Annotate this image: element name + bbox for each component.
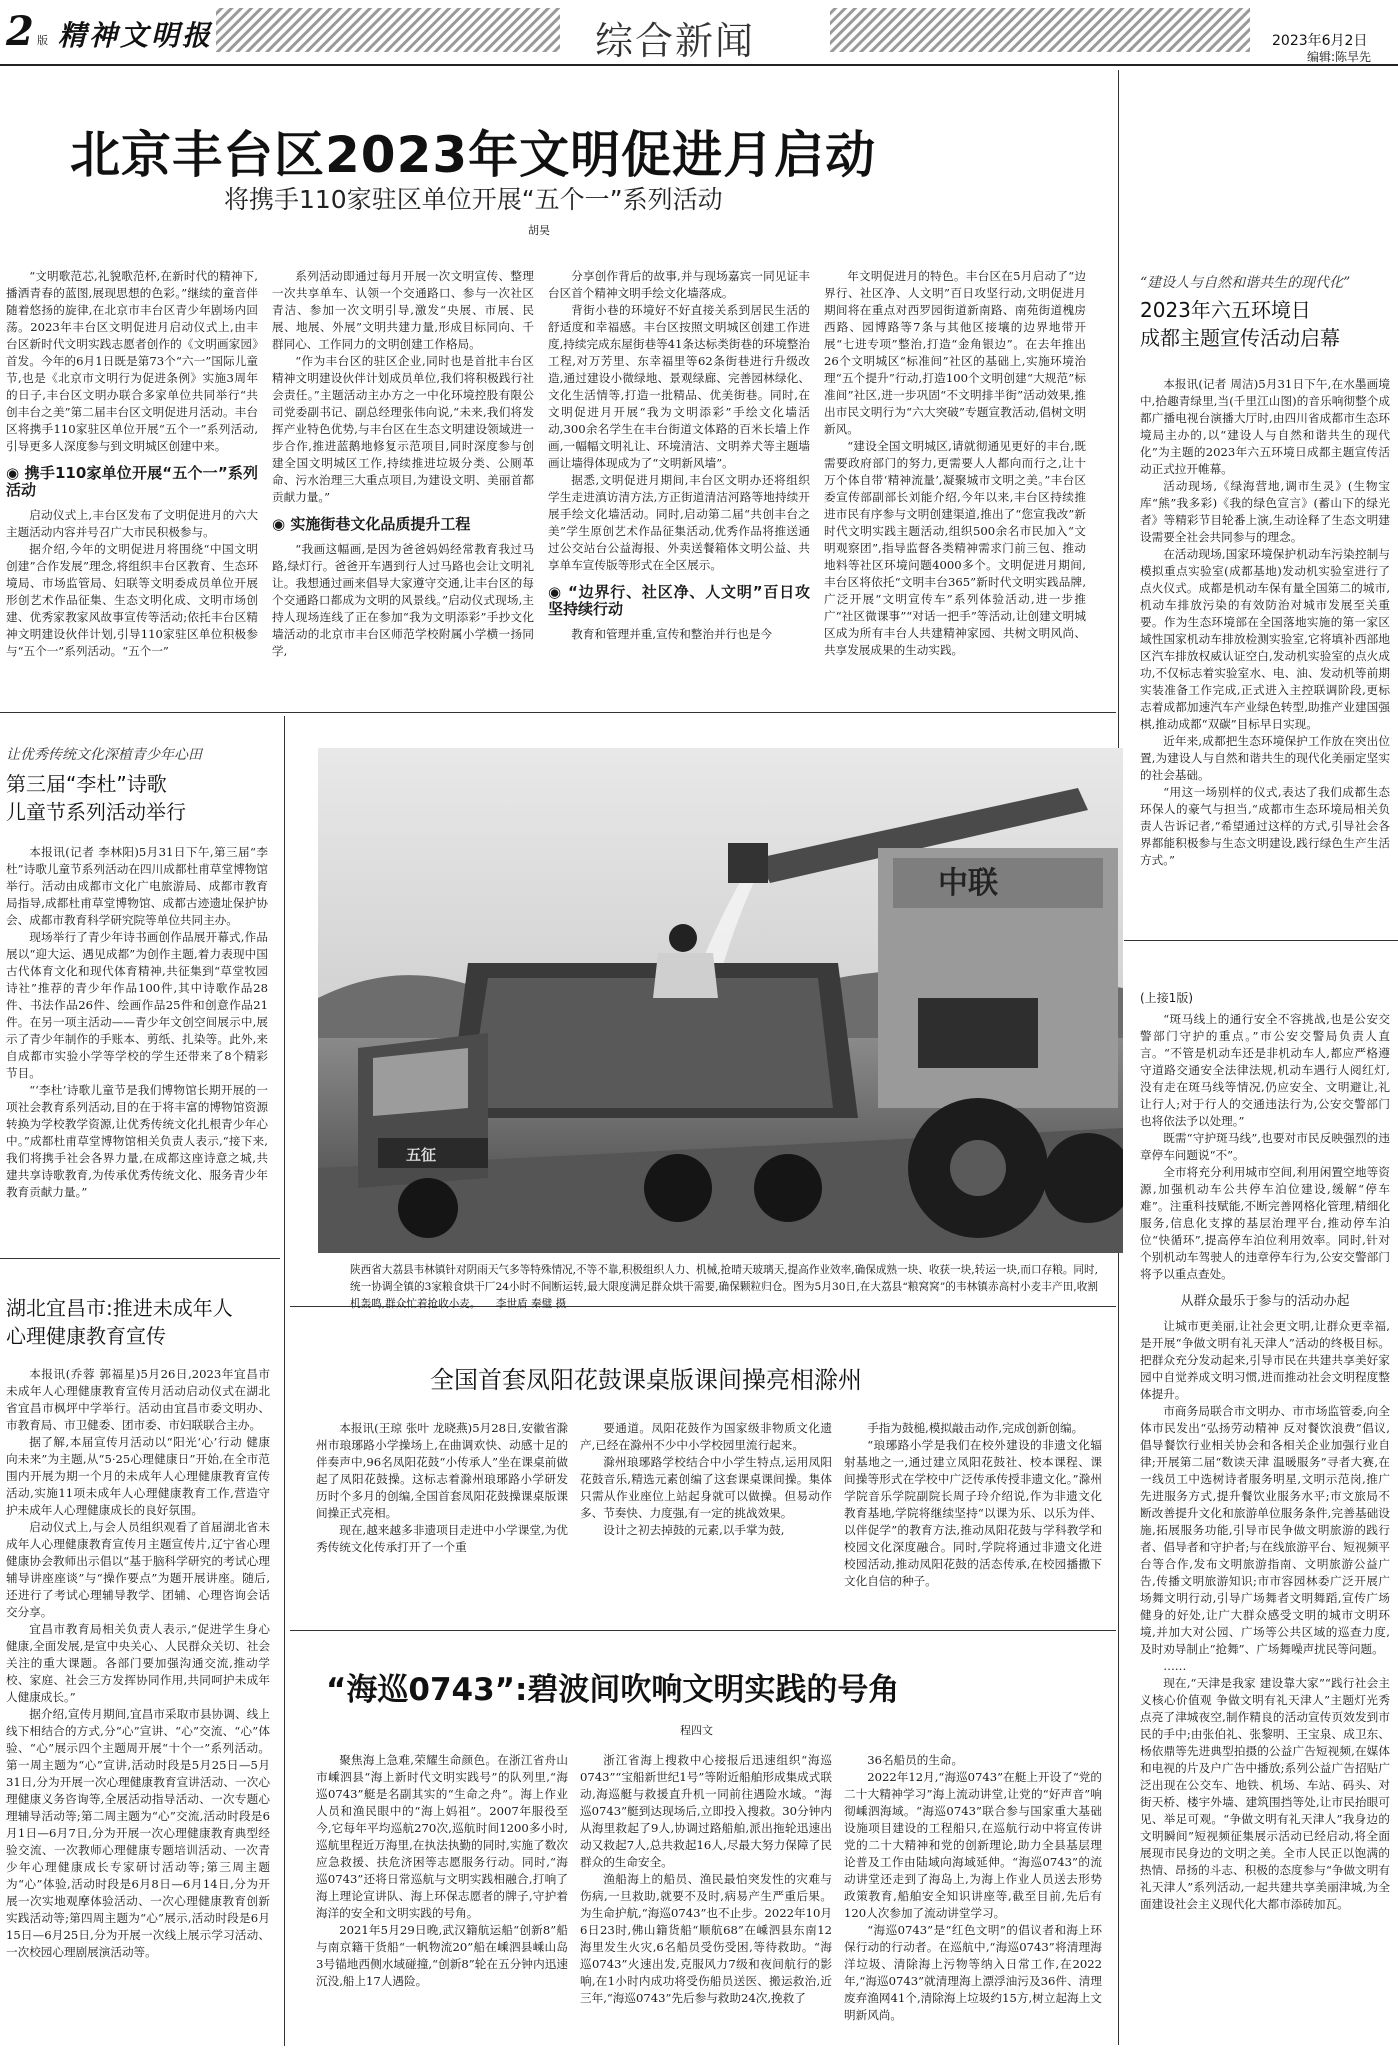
poetry-body: [6, 844, 268, 1244]
fengyang-title: 全国首套凤阳花鼓课桌版课间操亮相滁州: [430, 1366, 862, 1394]
poetry-title-line1: 第三届“李杜”诗歌: [6, 772, 167, 796]
env-title-line1: 2023年六五环境日: [1140, 298, 1311, 322]
yichang-para: 宜昌市教育局相关负责人表示,“促进学生身心健康,全面发展,是宣中央关心、人民群众关切、社会关注的重大课题。各部门要加强沟通交流,推动学校、家庭、社会三方发挥协同作用,共同呵护未成年人健康成长。”: [6, 1622, 270, 1704]
lead-col-4: [824, 268, 1086, 698]
sea-patrol-byline: 程四文: [680, 1724, 713, 1737]
lead-c3-para: 据悉,文明促进月期间,丰台区文明办还将组织学生走进滇访清方法,方正街道清洁河路等地持续开展手绘文化墙活动。同时,启动第二届“共创丰台之美”学生原创艺术作品征集活动,优秀作品将推送通过公交站台公益海报、外卖送餐箱体文明公益、共享单车宣传版等形式在全区展示。: [548, 473, 810, 572]
fengyang-bottom-rule: [290, 1630, 1116, 1631]
poetry-para: “‘李杜’诗歌儿童节是我们博物馆长期开展的一项社会教育系列活动,目的在于将丰富的博物馆资源转换为学校教学资源,让优秀传统文化扎根青少年心中。”成都杜甫草堂博物馆相关负责人表示,“接下来,我们将携手社会各界力量,在成都这座诗意之城,共建共享诗歌教育,为传承优秀传统文化、服务青少年教育贡献力量。”: [6, 1083, 268, 1199]
lead-c3-subhead: ◉ “边界行、社区净、人文明”百日攻坚持续行动: [548, 583, 810, 618]
yichang-para: 本报讯(乔蓉 郭福星)5月26日,2023年宜昌市未成年人心理健康教育宣传月活动启动仪式在湖北省宜昌市枫坪中学举行。活动由宜昌市委文明办、市教育局、市卫健委、团市委、市妇联联合主办。: [6, 1367, 270, 1432]
poetry-para: 现场举行了青少年诗书画创作品展开幕式,作品展以“迎大运、遇见成都”为创作主题,着力表现中国古代体育文化和现代体育精神,共征集到“草堂牧园诗社”推荐的青少年作品100件,其中诗歌作品28件、书法作品26件、绘画作品25件和创意作品21件。在另一项主活动——青少年文创空间展示中,展示了青少年制作的手账本、剪纸、扎染等。此外,来自成都市实验小学等学校的学生还带来了8个精彩节目。: [6, 930, 268, 1080]
env-para: 在活动现场,国家环境保护机动车污染控制与模拟重点实验室(成都基地)发动机实验室进行了点火仪式。成都是机动车保有量全国第二的城市,机动车排放污染的有效防治对城市发展至关重要。作为生态环境部在全国落地实施的第一家区域性国家机动车排放检测实验室,它将填补西部地区汽车排放权威认证空白,发动机实验室的点火成功,不仅标志着实验室水、电、油、发动机等前期实装准备工作完成,正式进入主控联调阶段,更标志着成都加速汽车产业绿色转型,助推产业建国强棋,推动成都“双碳”目标早日实现。: [1140, 547, 1390, 731]
continued-tag: (上接1版): [1140, 991, 1193, 1005]
env-para: 活动现场,《绿海营地,调市生灵》(生物宝库“熊”我多彩)《我的绿色宣言》(蓄山下的绿光者》等精彩节目轮番上演,生动诠释了生态文明建设需要全社会共同参与的理念。: [1140, 479, 1390, 544]
sea-col-3: [844, 1752, 1102, 2042]
poetry-title-line2: 儿童节系列活动举行: [6, 800, 186, 824]
editor-line: 编辑:陈旱先: [1307, 50, 1372, 64]
sea-para: 36名船员的生命。: [867, 1753, 964, 1767]
fengyang-para: 要通道。凤阳花鼓作为国家级非物质文化遗产,已经在滁州不少中小学校园里流行起来。: [580, 1421, 832, 1452]
right-mid-rule: [1124, 940, 1398, 941]
fengyang-para: 设计之初去掉鼓的元素,以手掌为鼓,: [603, 1523, 785, 1537]
masthead-rule: [0, 64, 1398, 66]
fengyang-para: 本报讯(王琼 张叶 龙晓燕)5月28日,安徽省滁州市琅琊路小学操场上,在曲调欢快、动感十足的伴奏声中,96名凤阳花鼓“小传承人”坐在课桌前做起了凤阳花鼓操。这标志着滁州琅琊路小学研发历时个多月的创编,全国首套凤阳花鼓操课桌版课间操正式亮相。: [316, 1421, 568, 1520]
yichang-para: 据介绍,宣传月期间,宜昌市采取市县协调、线上线下相结合的方式,分“心”宣讲、“心”交流、“心”体验、“心”展示四个主题周开展“十个一”系列活动。第一周主题为“心”宣讲,活动时段是5月25日—5月31日,分为开展一次心理健康教育宣讲活动、一次心理健康义务咨询等,全展活动指导活动、一次专题心理辅导活动等;第二周主题为“心”交流,活动时段是6月1日—6月7日,分为开展一次心理健康教育典型经验交流、一次教师心理健康专题培训活动、一次青少年心理健康成长专家研讨活动等;第三周主题为“心”体验,活动时段是6月8日—6月14日,分为开展一次实地观摩体验活动、一次心理健康教育创新实践活动等;第四周主题为“心”展示,活动时段是6月15日—6月25日,分为开展一次线上展示学习活动、一次校园心理剧展演活动等。: [6, 1707, 270, 1959]
lead-c2-para: 系列活动即通过每月开展一次文明宣传、整理一次共享单车、认领一个交通路口、参与一次社区青洁、参加一次文明引导,激发“央展、市展、民展、地展、外展”文明共建力量,形成目标同向、千群同心、工作同力的文明创建工作格局。: [272, 269, 534, 351]
tianjin-para: 既需“守护斑马线”,也要对市民反映强烈的违章停车问题说“不”。: [1140, 1131, 1390, 1162]
fengyang-col-2: [580, 1420, 832, 1620]
lead-c3b-para: 教育和管理并重,宣传和整治并行也是今: [571, 627, 772, 641]
env-para: “用这一场别样的仪式,表达了我们成都生态环保人的豪气与担当,“成都市生态环境局相关负责人告诉记者,“希望通过这样的方式,引导社会各界都能积极参与生态文明建设,践行绿色生产生活方式。”: [1140, 785, 1390, 867]
lead-col-2: [272, 268, 534, 698]
lead-c2b-para: “我画这幅画,是因为爸爸妈妈经常教育我过马路,绿灯行。爸爸开车遇到行人过马路也会让文明礼让。我想通过画来倡导大家遵守交通,让丰台区的每个交通路口都成为文明的风景线。”启动仪式现场,主持人现场连线了正在参加“我为文明添彩”手抄文化墙活动的北京市丰台区师范学校附属小学横一扬同学,: [272, 542, 534, 658]
tianjin-subhead: 从群众最乐于参与的活动办起: [1180, 1294, 1350, 1309]
truck-plate: 五征: [406, 1146, 437, 1164]
yichang-body: [6, 1366, 270, 2042]
sea-para: 聚焦海上急难,荣耀生命颜色。在浙江省舟山市嵊泗县“海上新时代文明实践号”的队列里,“海巡0743”艇是名副其实的“生命之舟”。海上作业人员和渔民眼中的“海上妈祖”。2007年服役至今,它每年平均巡航270次,巡航时间1200多小时,巡航里程近万海里,在执法执勤的同时,实施了数次应急救援、扶危济困等志愿服务行动。同时,“海巡0743”还将日常巡航与文明实践相融合,打响了海上理论宣讲队、海上环保志愿者的牌子,守护着海洋的安全和文明实践的号角。: [316, 1753, 568, 1920]
sea-para: “海巡0743”是“红色文明”的倡议者和海上环保行动的行动者。在巡航中,“海巡0743”将清理海洋垃圾、清除海上污物等纳入日常工作,在2022年,“海巡0743”就清理海上漂浮油污及36件、清理废弃渔网41个,清除海上垃圾约15方,树立起海上文明新风尚。: [844, 1923, 1102, 2022]
sea-patrol-title: “海巡0743”:碧波间吹响文明实践的号角: [326, 1672, 900, 1708]
lead-c2-subhead-text: 实施街巷文化品质提升工程: [290, 515, 471, 533]
yichang-para: 据了解,本届宣传月活动以“阳光‘心’行动 健康向未来”为主题,从“5·25心理健康日”开始,在全市范围内开展为期一个月的未成年人心理健康教育宣传活动,实施11项未成年人心理健康教育工作,营造守护未成年人心理健康成长的良好氛围。: [6, 1435, 270, 1517]
lead-title: 北京丰台区2023年文明促进月启动: [70, 126, 877, 184]
tianjin-para: 现在,“天津是我家 建设靠大家”“践行社会主义核心价值观 争做文明有礼天津人”主题灯光秀点亮了津城夜空,制作精良的活动宣传页效发到市民的手中;由张伯礼、张黎明、王宝泉、成卫东、杨依鼎等先进典型拍摄的公益广告短视频,在媒体和电视的片及户广告中播放;系列公益广告招贴广泛出现在公交车、地铁、机场、车站、码头、对街天桥、楼宇外墙、建筑围挡等处,让市民抬眼可见、举足可观。“争做文明有礼天津人”我身边的文明瞬间”短视频征集展示活动已经启动,将全面展现市民身边的文明之美。全市人民正以饱满的热情、昂扬的斗志、积极的态度参与“争做文明有礼天津人”系列活动,一起共建共享美丽津城,为全面建设社会主义现代化大都市添砖加瓦。: [1140, 1676, 1390, 1911]
poetry-kicker: 让优秀传统文化深植青少年心田: [6, 747, 202, 763]
lead-col-3: [548, 268, 810, 698]
page-suffix: 版: [37, 34, 48, 47]
tianjin-para: “斑马线上的通行安全不容挑战,也是公安交警部门守护的重点。”市公安交警局负责人直言。“不管是机动车还是非机动车人,都应严格遵守道路交通安全法律法规,机动车遇行人阅红灯,没有走在斑马线等情况,仍应安全、文明避让,礼让行人;对于行人的交通违法行为,公安交警部门也将依法予以处理。”: [1140, 1012, 1390, 1128]
tianjin-para: 让城市更美丽,让社会更文明,让群众更幸福,是开展“争做文明有礼天津人”活动的终极目标。把群众充分发动起来,引导市民在共建共享美好家园中自觉养成文明习惯,进而推动社会文明程度整体提升。: [1140, 1319, 1390, 1401]
tianjin-para: 市商务局联合市文明办、市市场监管委,向全体市民发出“弘扬劳动精神 反对餐饮浪费”倡议,倡导餐饮行业相关协会和各相关企业加强行业自律;开展第二届“数读天津 温暖服务”寻者大赛,在一线员工中选树诗者服务明星,文明示范岗,推广先进服务方式,提升餐饮业服务水平;市文旅局不断改善提升文化和旅游单位服务条件,完善基础设施,拓展服务功能,引导市民争做文明旅游的践行者、倡导者和守护者;与在线旅游平台、短视频平台等合作,发布文明旅游指南、文明旅游公益广告,传播文明旅游知识;市市容园林委广泛开展广场舞文明行动,引导广场舞者文明舞蹈,宣传广场健身的好处,让广大群众感受文明的城市文明环境,并加大对公园、广场等公共区域的巡查力度,及时劝导制止“抢舞”、广场舞噪声扰民等问题。: [1140, 1404, 1390, 1656]
env-body: [1140, 376, 1390, 936]
lead-c1b-para: 启动仪式上,丰台区发布了文明促进月的六大主题活动内容并号召广大市民积极参与。: [6, 508, 258, 539]
harvest-photo: [318, 748, 1123, 1253]
env-para: 近年来,成都把生态环境保护工作放在突出位置,为建设人与自然和谐共生的现代化美丽定坚实的社会基础。: [1140, 734, 1390, 782]
yichang-title-line1: 湖北宜昌市:推进未成年人: [6, 1296, 233, 1320]
lead-c4-para: “建设全国文明城区,请就彻通见更好的丰台,既需要政府部门的努力,更需要人人都向而行之,让十万个体自带‘精神流量’,凝聚城市文明之美。”丰台区委宣传部副部长刘能介绍,今年以来,丰台区持续推进市民有序参与文明创建渠道,推出了“您宣我改”新时代文明实践主题活动,组织500余名市民加入“文明观察团”,指导监督各类精神需求门前三包、推动地料等社区环境问题4000多个。文明促进月期间,丰台区将依托“文明丰台365”新时代文明实践品牌,广泛开展“文明宣传车”系列体验活动,进一步推广“社区微课事”“对话一把手”等活动,让创建文明城区成为所有丰台人共建精神家园、共树文明风尚、共享发展成果的生动实践。: [824, 439, 1086, 657]
photo-caption-text: 陕西省大荔县韦林镇针对阴雨天气多等特殊情况,不等不靠,积极组织人力、机械,抢晴天玻璃天,提高作业效率,确保成熟一块、收获一块,转运一块,而口存粮。同时,统一协调全镇的3家粮食烘干厂24小时不间断运转,最大限度满足群众烘干需要,确保颗粒归仓。图为5月30日,在大荔县“粮窝窝”的韦林镇赤高村小麦丰产田,收割机轰鸣,群众忙着抢收小麦。: [350, 1264, 1098, 1310]
poetry-para: 本报讯(记者 李林阳)5月31日下午,第三届“李杜”诗歌儿童节系列活动在四川成都杜甫草堂博物馆举行。活动由成都市文化广电旅游局、成都市教育局指导,成都杜甫草堂博物馆、成都古迹遗址保护协会、成都市教育科学研究院等单位共同主办。: [6, 845, 268, 927]
lead-c3-subhead-text: “边界行、社区净、人文明”百日攻坚持续行动: [548, 583, 810, 618]
left-mid-rule: [0, 1258, 280, 1259]
sea-para: 2022年12月,“海巡0743”在艇上开设了“党的二十大精神学习”海上流动讲堂,让党的“好声音”响彻嵊泗海域。“海巡0743”联合参与国家重大基础设施项目建设的工程船只,在巡航行动中将宣传讲党的二十大精神和党的创新理论,助力全县基层理论普及工作由陆域向海域延伸。“海巡0743”的流动讲堂还走到了海岛上,为海上作业人员送去形势政策教育,船舶安全知识讲座等,截至目前,先后有120人次参加了流动讲堂学习。: [844, 1770, 1102, 1920]
tianjin-body: [1140, 990, 1390, 2042]
env-kicker: “建设人与自然和谐共生的现代化”: [1140, 275, 1351, 291]
fengyang-para: 滁州琅琊路学校结合中小学生特点,运用凤阳花鼓音乐,精选元素创编了这套课桌课间操。集体只需从作业座位上站起身就可以做操。但易动作多、节奏快、力度强,有一定的挑战效果。: [580, 1455, 832, 1520]
sea-col-2: [580, 1752, 832, 2042]
left-col-rule: [284, 716, 285, 2046]
fengyang-para: 现在,越来越多非遗项目走进中小学课堂,为优秀传统文化传承打开了一个重: [316, 1523, 568, 1554]
yichang-para: 启动仪式上,与会人员组织观看了首届湖北省未成年人心理健康教育宣传月主题宣传片,辽宁省心理健康协会教师出示倡以“基于脑科学研究的考试心理辅导讲座座谈”与“操作要点”为题开展讲座。随后,还进行了考试心理辅导教学、团辅、心理咨询会话交分享。: [6, 1520, 270, 1619]
yichang-title-line2: 心理健康教育宣传: [6, 1324, 166, 1348]
env-title-line2: 成都主题宣传活动启幕: [1140, 326, 1340, 350]
machine-brand: 中联: [938, 866, 998, 901]
sea-col-1: [316, 1752, 568, 2042]
page-number: 2: [6, 8, 34, 55]
lead-c3-para: 分享创作背后的故事,并与现场嘉宾一同见证丰台区首个精神文明手绘文化墙落成。: [548, 269, 810, 300]
fengyang-col-1: [316, 1420, 568, 1620]
lead-c2-subhead: ◉ 实施街巷文化品质提升工程: [272, 515, 471, 533]
lead-c1-subhead-text: 携手110家单位开展“五个一”系列活动: [6, 464, 258, 499]
fengyang-col-3: [844, 1420, 1102, 1620]
tianjin-para: 全市将充分利用城市空间,利用闲置空地等资源,加强机动车公共停车泊位建设,缓解“停车难”。注重科技赋能,不断完善网格化管理,精细化服务,信息化支撑的基层治理平台,推动停车泊位“快循环”,提高停车泊位利用效率。同时,针对个别机动车驾驶人的违章停车行为,公安交警部门将予以重点查处。: [1140, 1165, 1390, 1281]
lead-subtitle: 将携手110家驻区单位开展“五个一”系列活动: [224, 185, 723, 214]
sea-para: 渔船海上的船员、渔民最怕突发性的灾难与伤病,一旦救助,就要不及时,病易产生严重后果。为生命护航,“海巡0743”也不止步。2022年10月6日23时,佛山籍货船“顺航68”在嵊泗县东南12海里发生火灾,6名船员受伤受困,等待救助。“海巡0743”火速出发,克服风力7级和夜间航行的影响,在1小时内成功将受伤船员送医、搬运救治,近三年,“海巡0743”先后参与救助24次,挽救了: [580, 1872, 832, 2005]
sea-para: 浙江省海上搜救中心接报后迅速组织“海巡0743”“宝船新世纪1号”等附近船舶形成集成式联动,海巡艇与救援直升机一同前往遇险水域。“海巡0743”艇到达现场后,立即投入搜救。30分钟内从海里救起了9人,协调过路船舶,派出拖轮迅速出动又救起7人,总共救起16人,尽最大努力保障了民群众的生命安全。: [580, 1753, 832, 1869]
lead-byline: 胡昊: [528, 224, 550, 237]
photo-credit: 李世盾 秦璧 摄: [495, 1298, 567, 1310]
issue-date: 2023年6月2日: [1272, 33, 1368, 49]
lead-c3-para: 背街小巷的环境好不好直接关系到居民生活的舒适度和幸福感。丰台区按照文明城区创建工作进度,持续完成东屋街巷等41条达标类街巷的环境整治工程,对万芳里、东幸福里等62条街巷进行升级改造,通过建设小微绿地、景观绿廊、完善园林绿化、文化生活情等,打造一批精品、优美街巷。同时,在文明促进月开展“我为文明添彩”手绘文化墙活动,300余名学生在丰台街道文体路的百米长墙上作画,一幅幅文明礼让、环境清洁、文明养犬等主题墙画让墙得体现成为了“文明新风墙”。: [548, 303, 810, 470]
lead-c1-para: “文明歌范芯,礼貌歌范杯,在新时代的精神下,播洒青春的蓝图,展现思想的色彩。”继续的童音伴随着悠扬的旋律,在北京市丰台区青少年剧场内回荡。2023年丰台区文明促进月启动仪式上,由丰台区新时代文明实践志愿者创作的《文明画家园》首发。今年的6月1日既是第73个“六一”国际儿童节,也是《北京市文明行为促进条例》实施3周年的日子,丰台区文明办联合多家单位共同举行“共创丰台之美”第二届丰台区文明促进月活动。丰台区将携手110家驻区单位开展“五个一”系列活动,引导更多人深度参与到文明城区创建中来。: [6, 269, 258, 453]
photo-bottom-rule: [290, 1306, 1116, 1307]
sea-para: 2021年5月29日晚,武汉籍航运船“创新8”船与南京籍干货船“一帆物流20”船在嵊泗县嵊山岛3号锚地西侧水域碰撞,“创新8”轮在五分钟内迅速沉没,船上17人遇险。: [316, 1923, 568, 1988]
tianjin-para: ……: [1163, 1659, 1187, 1673]
lead-c1-subhead: ◉ 携手110家单位开展“五个一”系列活动: [6, 464, 258, 499]
env-para: 本报讯(记者 周洁)5月31日下午,在水墨画境中,拾趣青绿里,当(千里江山图)的音乐响彻整个成都广播电视台演播大厅时,由四川省成都市生态环境局主办的,以“建设人与自然和谐共生的现代化”为主题的2023年六五环境日成都主题宣传活动正式拉开帷幕。: [1140, 377, 1390, 476]
lead-c1b-para: 据介绍,今年的文明促进月将围绕“中国文明创建”合作发展”理念,将组织丰台区教育、生态环境局、市场监管局、妇联等文明委成员单位开展形创艺术作品征集、生态文明化成、文明市场创建、优秀家教家风故事宣传等活动;依托丰台区精神文明建设伙伴计划,引导110家驻区单位积极参与“五个一”系列活动。“五个一”: [6, 542, 258, 658]
lead-c4-para: 年文明促进月的特色。丰台区在5月启动了“边界行、社区净、人文明”百日攻坚行动,文明促进月期间将在重点对西罗园街道新南路、南苑街道槐房西路、园博路等7条与其他区接壤的边界地带开展“七进专项”整治,打造“金角银边”。在去年推出26个文明城区“标准间”社区的基础上,实施环境治理“五个提升”行动,打造100个文明创建“大规范”标准间”社区,进一步巩固“不文明排半街”活动效果,推出市民文明行为“六大突破”专题宣教活动,倡树文明新风。: [824, 269, 1086, 436]
lead-bottom-rule: [0, 712, 1116, 713]
section-title: 综合新闻: [595, 19, 756, 63]
fengyang-para: “琅琊路小学是我们在校外建设的非遗文化辐射基地之一,通过建立凤阳花鼓社、校本课程、课间操等形式在学校中广泛传承传授非遗文化。”滁州学院音乐学院副院长周子玲介绍说,作为非遗文化教育基地,学院将继续坚持“以课为乐、以乐为伴、以伴促学”的教育方法,推动凤阳花鼓与学科教学和校园文化深度融合。同时,学院将通过非遗文化进校园活动,推动凤阳花鼓的活态传承,在校园播撒下文化自信的种子。: [844, 1438, 1102, 1588]
fengyang-para: 手指为鼓槌,模拟敲击动作,完成创新创编。: [867, 1421, 1084, 1435]
lead-col-1: [6, 268, 258, 698]
paper-name: 精神文明报: [58, 19, 214, 52]
lead-c2-para: “作为丰台区的驻区企业,同时也是首批丰台区精神文明建设伙伴计划成员单位,我们将积极践行社会责任。”主题活动主办方之一中化环境控股有限公司党委副书记、副总经理张伟向说,“未来,我们将发挥产业特色优势,与丰台区在生态文明建设领域进一步合作,推进蓝鹅地修复示范项目,同时深度参与创建全国文明城区工作,持续推进垃圾分类、公厕革命、污水治理三大重点项目,为建设文明、美丽首都贡献力量。”: [272, 354, 534, 504]
